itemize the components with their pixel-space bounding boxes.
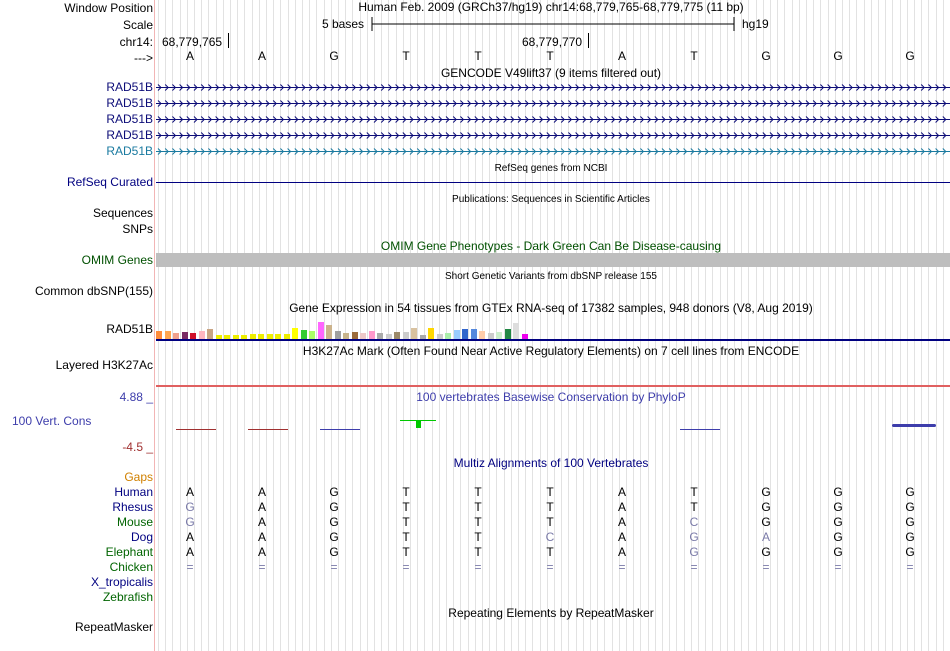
grid-line [525,0,526,651]
scale-db-text: hg19 [742,17,769,31]
alignment-base: G [833,545,843,559]
dbsnp-label[interactable]: Common dbSNP(155) [34,284,153,298]
alignment-base: = [762,560,770,574]
grid-line [720,0,721,651]
gencode-transcript[interactable] [156,99,950,108]
position-left: 68,779,765 [162,35,223,49]
grid-line [424,0,425,651]
gtex-tissue-bar[interactable] [292,328,298,339]
gtex-label[interactable]: RAD51B [106,322,153,336]
grid-line [741,0,742,651]
alignment-base: G [905,515,915,529]
reference-base: G [905,49,915,63]
repeat-title: Repeating Elements by RepeatMasker [448,606,654,620]
gtex-tissue-bar[interactable] [394,332,400,339]
alignment-base: G [185,515,195,529]
grid-line [295,0,296,651]
grid-line [410,0,411,651]
grid-line [727,0,728,651]
grid-line [676,0,677,651]
gencode-transcript[interactable] [156,83,950,92]
alignment-base: A [617,485,627,499]
gtex-tissue-bar[interactable] [301,330,307,339]
grid-line [900,0,901,651]
alignment-base: T [474,545,482,559]
grid-line [266,0,267,651]
alignment-base: T [690,500,698,514]
grid-line [561,0,562,651]
grid-line [784,0,785,651]
phylop-score-mark[interactable] [176,429,216,430]
alignment-base: G [689,545,699,559]
grid-line [194,0,195,651]
gencode-item-label[interactable]: RAD51B [106,128,153,142]
alignment-base: A [257,500,267,514]
alignment-base: A [617,545,627,559]
scale-bases-text: 5 bases [322,17,365,31]
grid-line [655,0,656,651]
grid-line [446,0,447,651]
grid-line [777,0,778,651]
grid-line [633,0,634,651]
grid-line [511,0,512,651]
grid-line [252,0,253,651]
grid-line [237,0,238,651]
alignment-base: G [761,545,771,559]
grid-line [936,0,937,651]
gencode-transcript[interactable] [156,131,950,140]
grid-line [201,0,202,651]
grid-line [439,0,440,651]
grid-line [288,0,289,651]
grid-line [756,0,757,651]
grid-line [374,0,375,651]
snps-label[interactable]: SNPs [122,222,153,236]
alignment-base: A [257,485,267,499]
gtex-tissue-bar[interactable] [369,331,375,339]
grid-line [180,0,181,651]
grid-line [381,0,382,651]
label-divider [154,0,155,651]
gtex-tissue-bar[interactable] [182,332,188,339]
reference-base: A [617,49,627,63]
grid-line [856,0,857,651]
alignment-base: A [257,515,267,529]
grid-line [748,0,749,651]
repeatmasker-label[interactable]: RepeatMasker [74,620,153,634]
alignment-base: T [402,500,410,514]
grid-line [244,0,245,651]
alignment-base: T [474,485,482,499]
dbsnp-title: Short Genetic Variants from dbSNP release 155 [445,271,657,282]
alignment-base: T [402,515,410,529]
gencode-transcript[interactable] [156,115,950,124]
grid-line [828,0,829,651]
scale-bar [370,16,736,32]
species-label[interactable]: Elephant [105,545,153,559]
grid-line [324,0,325,651]
species-label[interactable]: Human [114,485,153,499]
scale-label: Scale [122,18,153,32]
grid-line [626,0,627,651]
alignment-base: G [761,515,771,529]
alignment-base: = [690,560,698,574]
refseq-title: RefSeq genes from NCBI [494,163,608,174]
phylop-max-label: 4.88 _ [119,390,153,404]
gtex-tissue-bar[interactable] [454,330,460,339]
gtex-tissue-bar[interactable] [462,329,468,339]
alignment-base: A [257,545,267,559]
grid-line [604,0,605,651]
gtex-tissue-bar[interactable] [156,331,162,339]
reference-base: G [329,49,339,63]
alignment-base: G [329,530,339,544]
alignment-base: = [618,560,626,574]
grid-line [849,0,850,651]
grid-line [223,0,224,651]
grid-line [568,0,569,651]
gtex-title: Gene Expression in 54 tissues from GTEx RNA-seq of 17382 samples, 948 donors (V8, Aug 2019) [289,301,813,315]
alignment-base: = [834,560,842,574]
alignment-base: = [474,560,482,574]
grid-line [554,0,555,651]
alignment-base: G [761,485,771,499]
grid-line [669,0,670,651]
alignment-base: = [186,560,194,574]
gtex-gene-line [156,339,950,341]
reference-base: G [833,49,843,63]
grid-line [216,0,217,651]
phylop-label[interactable]: 100 Vert. Cons [12,414,92,428]
alignment-base: G [689,530,699,544]
gtex-tissue-bar[interactable] [318,322,324,339]
reference-base: T [690,49,698,63]
alignment-base: T [402,545,410,559]
omim-label[interactable]: OMIM Genes [81,253,153,267]
alignment-base: T [690,485,698,499]
grid-line [496,0,497,651]
grid-line [705,0,706,651]
grid-line [504,0,505,651]
alignment-base: A [257,530,267,544]
phylop-title: 100 vertebrates Basewise Conservation by PhyloP [416,390,686,404]
grid-line [482,0,483,651]
grid-line [813,0,814,651]
grid-line [662,0,663,651]
grid-line [921,0,922,651]
gaps-label[interactable]: Gaps [124,470,153,484]
gencode-title: GENCODE V49lift37 (9 items filtered out) [440,66,662,80]
grid-line [460,0,461,651]
alignment-base: = [330,560,338,574]
h3k27ac-label[interactable]: Layered H3K27Ac [55,358,153,372]
grid-line [820,0,821,651]
alignment-base: G [905,545,915,559]
grid-line [453,0,454,651]
gtex-tissue-bar[interactable] [335,331,341,339]
alignment-base: = [546,560,554,574]
gtex-tissue-bar[interactable] [199,331,205,339]
alignment-base: A [185,485,195,499]
alignment-base: G [833,500,843,514]
publications-title: Publications: Sequences in Scientific Articles [452,194,650,205]
species-label[interactable]: X_tropicalis [90,575,153,589]
grid-line [158,0,159,651]
grid-line [172,0,173,651]
gtex-tissue-bar[interactable] [309,331,315,339]
reference-base: G [761,49,771,63]
gtex-tissue-bar[interactable] [496,332,502,339]
species-label[interactable]: Rhesus [112,500,153,514]
species-label[interactable]: Chicken [109,560,153,574]
refseq-label[interactable]: RefSeq Curated [66,175,153,189]
reference-base: T [402,49,410,63]
grid-line [345,0,346,651]
assembly-position-text: Human Feb. 2009 (GRCh37/hg19) chr14:68,779,765-68,779,775 (11 bp) [358,0,744,14]
alignment-base: G [329,500,339,514]
alignment-base: T [546,500,554,514]
grid-line [468,0,469,651]
grid-line [165,0,166,651]
grid-line [417,0,418,651]
h3k27ac-signal[interactable] [156,385,950,387]
chrom-label: chr14: [119,35,153,49]
alignment-base: G [329,545,339,559]
gtex-tissue-bar[interactable] [352,332,358,339]
reference-base: A [257,49,267,63]
alignment-base: G [185,500,195,514]
h3k27ac-title: H3K27Ac Mark (Often Found Near Active Regulatory Elements) on 7 cell lines from ENCODE [302,344,800,358]
grid-line [352,0,353,651]
alignment-base: T [402,530,410,544]
alignment-base: T [474,530,482,544]
alignment-base: A [617,515,627,529]
omim-title: OMIM Gene Phenotypes - Dark Green Can Be Disease-causing [380,239,722,253]
grid-line [640,0,641,651]
grid-line [583,0,584,651]
grid-line [540,0,541,651]
grid-line [597,0,598,651]
phylop-min-label: -4.5 _ [122,440,153,454]
gencode-item-label[interactable]: RAD51B [106,80,153,94]
gtex-tissue-bar[interactable] [207,329,213,339]
alignment-base: T [474,515,482,529]
phylop-score-mark[interactable] [248,429,288,430]
grid-line [280,0,281,651]
grid-line [684,0,685,651]
sequences-label[interactable]: Sequences [92,206,153,220]
grid-line [648,0,649,651]
grid-line [806,0,807,651]
alignment-base: = [402,560,410,574]
alignment-base: G [329,515,339,529]
gtex-tissue-bar[interactable] [479,331,485,339]
phylop-score-mark[interactable] [416,421,421,428]
gtex-tissue-bar[interactable] [326,325,332,339]
grid-line [388,0,389,651]
alignment-base: = [906,560,914,574]
grid-line [734,0,735,651]
grid-line [590,0,591,651]
gencode-item-label[interactable]: RAD51B [106,96,153,110]
grid-line [367,0,368,651]
alignment-base: G [905,530,915,544]
grid-line [396,0,397,651]
position-mid: 68,779,770 [522,35,583,49]
alignment-base: C [689,515,699,529]
phylop-score-mark[interactable] [680,429,720,430]
gtex-tissue-bar[interactable] [165,331,171,339]
alignment-base: G [761,500,771,514]
multiz-title: Multiz Alignments of 100 Vertebrates [453,456,649,470]
alignment-base: G [833,530,843,544]
position-tick [228,33,229,48]
gencode-item-label[interactable]: RAD51B [106,144,153,158]
alignment-base: T [546,485,554,499]
grid-line [928,0,929,651]
species-label[interactable]: Mouse [116,515,153,529]
alignment-base: A [617,530,627,544]
phylop-score-mark[interactable] [892,424,936,427]
gencode-transcript[interactable] [156,147,950,156]
grid-line [885,0,886,651]
alignment-base: G [905,485,915,499]
grid-line [360,0,361,651]
grid-line [612,0,613,651]
position-tick [588,33,589,48]
grid-line [864,0,865,651]
grid-line [871,0,872,651]
alignment-base: A [185,545,195,559]
species-label[interactable]: Zebrafish [102,590,153,604]
gtex-tissue-bar[interactable] [428,328,434,339]
gtex-tissue-bar[interactable] [505,329,511,339]
grid-line [309,0,310,651]
grid-line [943,0,944,651]
alignment-base: = [258,560,266,574]
refseq-gene-line[interactable] [156,182,950,183]
grid-line [799,0,800,651]
reference-base: T [546,49,554,63]
alignment-base: T [402,485,410,499]
window-position-label: Window Position [64,1,153,15]
gencode-item-label[interactable]: RAD51B [106,112,153,126]
grid-line [273,0,274,651]
alignment-base: C [545,530,555,544]
alignment-base: G [329,485,339,499]
alignment-base: G [905,500,915,514]
phylop-score-mark[interactable] [320,429,360,430]
grid-line [792,0,793,651]
alignment-base: A [617,500,627,514]
grid-line [208,0,209,651]
gtex-tissue-bar[interactable] [403,332,409,339]
grid-line [878,0,879,651]
omim-gene-bar[interactable] [156,253,950,267]
alignment-base: T [474,500,482,514]
strand-label: ---> [134,51,153,65]
gtex-tissue-bar[interactable] [411,328,417,339]
grid-line [432,0,433,651]
grid-line [892,0,893,651]
grid-line [576,0,577,651]
alignment-base: T [546,545,554,559]
grid-line [532,0,533,651]
gtex-tissue-bar[interactable] [471,329,477,339]
grid-line [230,0,231,651]
alignment-base: G [833,485,843,499]
reference-base: A [185,49,195,63]
grid-line [489,0,490,651]
alignment-base: G [833,515,843,529]
species-label[interactable]: Dog [130,530,153,544]
alignment-base: T [546,515,554,529]
reference-base: T [474,49,482,63]
grid-line [302,0,303,651]
alignment-base: A [185,530,195,544]
phylop-score-mark[interactable] [400,420,436,421]
gtex-tissue-bar[interactable] [513,323,519,339]
grid-line [712,0,713,651]
alignment-base: A [761,530,771,544]
